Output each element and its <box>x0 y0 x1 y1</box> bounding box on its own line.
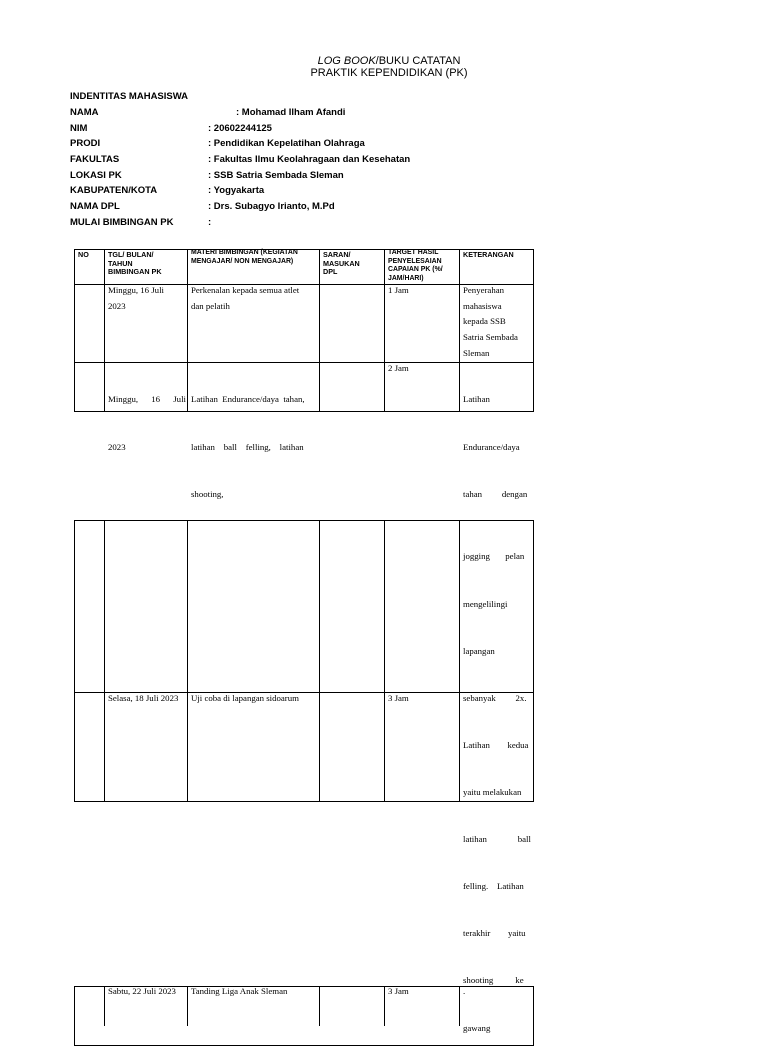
table-row-2-materi <box>191 361 316 518</box>
header-text: SARAN/ <box>323 250 351 259</box>
column-divider <box>459 520 460 802</box>
field-label: MULAI BIMBINGAN PK <box>70 217 174 228</box>
header-text: BIMBINGAN PK <box>108 267 162 277</box>
header-text: MASUKAN <box>323 258 360 268</box>
cell-line: Perkenalan kepada semua atlet <box>191 285 300 295</box>
cell-line: shooting ke <box>463 975 524 986</box>
cell-line: jogging pelan <box>463 551 525 562</box>
field-value: : SSB Satria Sembada Sleman <box>208 170 344 181</box>
cell-line: shooting, <box>191 488 224 499</box>
cell-line: mengelilingi <box>463 598 508 609</box>
column-divider <box>187 249 188 412</box>
cell-line: 2023 <box>108 441 126 452</box>
cell-line: Latihan <box>463 394 490 405</box>
field-label: NAMA DPL <box>70 201 120 212</box>
cell-line: latihan ball felling, latihan <box>191 441 304 452</box>
header-text: MATERI BIMBINGAN (KEGIATAN <box>191 249 298 256</box>
field-label: KABUPATEN/KOTA <box>70 185 158 196</box>
identity-heading: INDENTITAS MAHASISWA <box>70 91 189 102</box>
table-row-2-keterangan-continued <box>463 518 530 1052</box>
document-subtitle: PRAKTIK KEPENDIDIKAN (PK) <box>310 67 468 79</box>
cell-line: Minggu, 16 Juli <box>108 394 186 405</box>
header-text: JAM/HARI) <box>388 274 424 282</box>
field-label: FAKULTAS <box>70 154 120 165</box>
field-value: : Fakultas Ilmu Keolahragaan dan Kesehatan <box>208 154 411 165</box>
header-materi <box>191 249 298 266</box>
field-label: NIM <box>70 123 88 134</box>
cell-line: Minggu, 16 Juli <box>108 285 164 295</box>
cell-line: Penyerahan <box>463 285 505 295</box>
header-text: TGL/ BULAN/ <box>108 250 154 259</box>
header-text: MENGAJAR/ NON MENGAJAR) <box>191 257 294 265</box>
header-text: TARGET HASIL <box>388 249 439 256</box>
cell-line: Satria Sembada <box>463 332 518 343</box>
field-value: : Yogyakarta <box>208 185 265 196</box>
table-row-3-date: Selasa, 18 Juli 2023 <box>108 693 179 703</box>
cell-line: Latihan Endurance/daya tahan, <box>191 394 305 405</box>
header-target <box>388 249 443 283</box>
column-divider <box>104 520 105 802</box>
column-divider <box>319 520 320 802</box>
cell-line: felling. Latihan <box>463 881 524 892</box>
column-divider <box>384 249 385 412</box>
table-row-1-date <box>108 283 184 314</box>
cell-line: terakhir yaitu <box>463 928 526 939</box>
header-text: CAPAIAN PK (%/ <box>388 266 443 273</box>
field-value: : 20602244125 <box>208 123 272 134</box>
table-row-3-materi: Uji coba di lapangan sidoarum <box>191 693 299 703</box>
table-row-3-target: 3 Jam <box>388 693 409 703</box>
cell-line: lapangan <box>463 645 495 656</box>
cell-line: yaitu melakukan <box>463 786 522 797</box>
cell-line: Endurance/daya <box>463 441 520 452</box>
cell-line: Sleman <box>463 347 490 358</box>
cell-line: 2023 <box>108 300 126 311</box>
field-label: LOKASI PK <box>70 170 122 181</box>
field-value: : <box>208 217 212 228</box>
field-value: : Drs. Subagyo Irianto, M.Pd <box>208 201 335 212</box>
title-italic: LOG BOOK <box>317 55 376 67</box>
title-rest: /BUKU CATATAN <box>375 55 461 67</box>
field-value: : Pendidikan Kepelatihan Olahraga <box>208 138 365 149</box>
cell-line: Latihan kedua <box>463 739 529 750</box>
table-row-4-keterangan: . <box>463 986 466 996</box>
table-row-1-target: 1 Jam <box>388 285 409 295</box>
table-row-2-target: 2 Jam <box>388 363 409 373</box>
cell-line: gawang <box>463 1022 491 1033</box>
column-divider <box>104 249 105 412</box>
column-divider <box>319 249 320 412</box>
header-no: NO <box>78 250 89 259</box>
table-row-1-keterangan <box>463 283 530 362</box>
table-row-4-target: 3 Jam <box>388 986 409 996</box>
cell-line: kepada SSB <box>463 316 506 327</box>
cell-line: latihan ball <box>463 834 531 845</box>
table-row-1-materi <box>191 283 316 314</box>
column-divider <box>187 986 188 1026</box>
table-row-4-materi: Tanding Liga Anak Sleman <box>191 986 288 996</box>
cell-line: sebanyak 2x. <box>463 692 527 703</box>
header-text: DPL <box>323 267 338 277</box>
cell-line: dan pelatih <box>191 300 230 311</box>
header-text: TAHUN <box>108 258 133 268</box>
column-divider <box>459 986 460 1026</box>
cell-line: tahan dengan <box>463 488 528 499</box>
header-saran <box>323 251 360 277</box>
column-divider <box>187 520 188 802</box>
field-value: : Mohamad Ilham Afandi <box>236 107 346 118</box>
column-divider <box>104 986 105 1026</box>
column-divider <box>384 520 385 802</box>
header-keterangan: KETERANGAN <box>463 250 514 259</box>
table-row-2-keterangan <box>463 361 530 518</box>
table-row-2-date <box>108 361 184 471</box>
column-divider <box>319 986 320 1026</box>
header-text: PENYELESAIAN <box>388 257 442 265</box>
field-label: PRODI <box>70 138 101 149</box>
header-tgl <box>108 251 162 277</box>
document-title <box>0 55 768 67</box>
cell-line: mahasiswa <box>463 300 502 311</box>
column-divider <box>384 986 385 1026</box>
table-row-4-date: Sabtu, 22 Juli 2023 <box>108 986 176 996</box>
column-divider <box>459 249 460 412</box>
field-label: NAMA <box>70 107 99 118</box>
